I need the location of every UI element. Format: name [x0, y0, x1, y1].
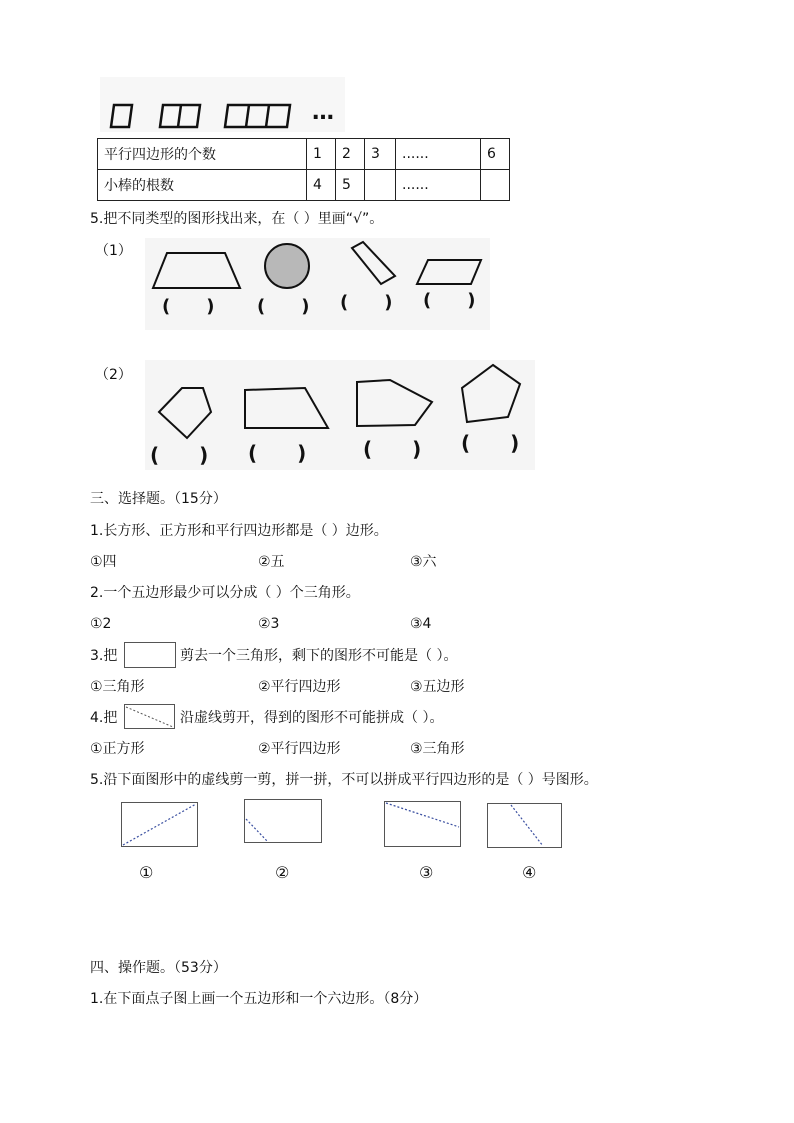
answer-paren[interactable]: ( ): [257, 296, 310, 317]
part2-label: （2）: [95, 367, 132, 383]
q3-option[interactable]: ②平行四边形: [258, 679, 341, 695]
answer-paren[interactable]: ( ): [162, 296, 215, 317]
q4-option[interactable]: ①正方形: [90, 741, 145, 757]
table-cell: [365, 170, 396, 201]
section4-q1: 1.在下面点子图上画一个五边形和一个六边形。（8分）: [90, 991, 428, 1007]
figure-label-1: ①: [139, 863, 154, 882]
q2-option[interactable]: ②3: [258, 616, 280, 632]
figure-label-3: ③: [419, 863, 434, 882]
q4-prefix: 4.把: [90, 710, 118, 726]
table-cell: 6: [481, 139, 510, 170]
circle-shape: [265, 244, 309, 288]
table-row: [98, 170, 510, 201]
table-cell: 5: [336, 170, 365, 201]
figure-label-4: ④: [522, 863, 537, 882]
q2-option[interactable]: ③4: [410, 616, 432, 632]
q3-option[interactable]: ①三角形: [90, 679, 145, 695]
section4-heading: 四、操作题。（53分）: [90, 960, 227, 976]
sticks-table: [97, 138, 510, 201]
table-cell: 4: [307, 170, 336, 201]
answer-paren[interactable]: ( ): [150, 443, 209, 467]
q3-suffix: 剪去一个三角形，剩下的图形不可能是（ ）。: [180, 648, 458, 664]
q1-text: 1.长方形、正方形和平行四边形都是（ ）边形。: [90, 523, 388, 539]
q3-option[interactable]: ③五边形: [410, 679, 465, 695]
q4-option[interactable]: ③三角形: [410, 741, 465, 757]
cut-figure-1: [121, 802, 199, 848]
table-cell: [481, 170, 510, 201]
pattern-ellipsis: …: [312, 100, 334, 125]
answer-paren[interactable]: ( ): [423, 290, 476, 311]
table-cell: ......: [396, 139, 481, 170]
table-cell: 小棒的根数: [98, 170, 307, 201]
q2-option[interactable]: ①2: [90, 616, 112, 632]
cut-figure-4: [487, 803, 563, 849]
answer-paren[interactable]: ( ): [340, 292, 393, 313]
q5-text: 5.沿下面图形中的虚线剪一剪，拼一拼，不可以拼成平行四边形的是（ ）号图形。: [90, 772, 598, 788]
q4-option[interactable]: ②平行四边形: [258, 741, 341, 757]
q2-text: 2.一个五边形最少可以分成（ ）个三角形。: [90, 585, 360, 601]
table-row: [98, 139, 510, 170]
answer-paren[interactable]: ( ): [363, 437, 422, 461]
answer-paren[interactable]: ( ): [461, 431, 520, 455]
table-cell: 1: [307, 139, 336, 170]
cut-figure-3: [384, 801, 462, 848]
table-cell: ......: [396, 170, 481, 201]
rectangle-figure: [124, 642, 176, 668]
q1-option[interactable]: ③六: [410, 554, 437, 570]
section3-heading: 三、选择题。（15分）: [90, 491, 227, 507]
q4-suffix: 沿虚线剪开，得到的图形不可能拼成（ ）。: [180, 710, 444, 726]
table-cell: 平行四边形的个数: [98, 139, 307, 170]
q3-prefix: 3.把: [90, 648, 118, 664]
q1-option[interactable]: ①四: [90, 554, 117, 570]
figure-label-2: ②: [275, 863, 290, 882]
answer-paren[interactable]: ( ): [248, 441, 307, 465]
part1-shapes-figure: [145, 238, 490, 333]
table-cell: 2: [336, 139, 365, 170]
part1-label: （1）: [95, 243, 132, 259]
q5-find-prompt: 5.把不同类型的图形找出来，在（ ）里画“√”。: [90, 211, 384, 227]
rectangle-dashed-figure: [124, 704, 176, 730]
cut-figure-2: [244, 799, 323, 844]
table-cell: 3: [365, 139, 396, 170]
q1-option[interactable]: ②五: [258, 554, 285, 570]
